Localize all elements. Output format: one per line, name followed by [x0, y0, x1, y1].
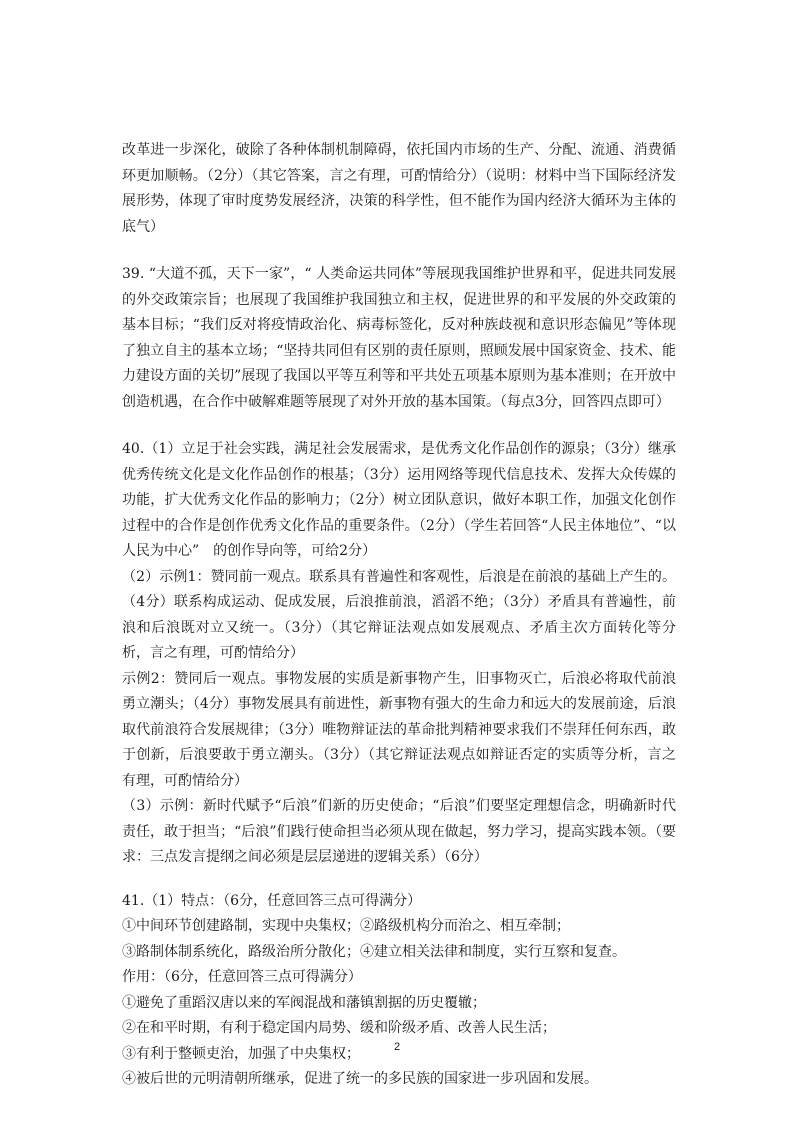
q39-answer: 39. “大道不孤，天下一家”，“ 人类命运共同体”等展现我国维护世界和平，促进共同发展的外交政策宗旨；也展现了我国维护我国独立和主权，促进世界的和平发展的外交政策的基本目标；“我们反对将疫情政治化、病毒标签化，反对种族歧视和意识形态偏见”等体现了独立自主的基本立场；“坚持共同但有区别的责任原则，照顾发展中国家资金、技术、能力建设方面的关切”展现了我国以平等互利等和平共处五项基本原则为基本准则；在开放中创造机遇，在合作中破解难题等展现了对外开放的基本国策。（每点3分，回答四点即可）: [122, 266, 676, 410]
q41-heading: 41.（1）特点：（6分，任意回答三点可得满分）: [122, 892, 422, 909]
q41-feature-line: ③路制体制系统化，路级治所分散化；④建立相关法律和制度，实行互察和复查。: [122, 943, 626, 960]
answer-page: [122, 138, 676, 1093]
q41-effect-line: ③有利于整顿吏治，加强了中央集权；: [122, 1045, 360, 1062]
q40-part2-example2: 示例2：赞同后一观点。事物发展的实质是新事物产生，旧事物灭亡，后浪必将取代前浪勇立潮头；（4分）事物发展具有前进性，新事物有强大的生命力和远大的发展前途，后浪取代前浪符合发展规律；（3分）唯物辩证法的革命批判精神要求我们不崇拜任何东西，敢于创新，后浪要敢于勇立潮头。（3分）（其它辩证法观点如辩证否定的实质等分析，言之有理，可酌情给分）: [122, 670, 676, 789]
q40-part1-answer: 40.（1）立足于社会实践，满足社会发展需求，是优秀文化作品创作的源泉；（3分）继承优秀传统文化是文化作品创作的根基；（3分）运用网络等现代信息技术、发挥大众传媒的功能，扩大优秀文化作品的影响力；（2分）树立团队意识，做好本职工作，加强文化创作过程中的合作是创作优秀文化作品的重要条件。（2分）（学生若回答“人民主体地位”、“以人民为中心” 的创作导向等，可给2分）: [122, 441, 676, 559]
q41-effect-line: ②在和平时期，有利于稳定国内局势、缓和阶级矛盾、改善人民生活；: [122, 1020, 556, 1036]
q41-effect-line: ④被后世的元明清朝所继承，促进了统一的多民族的国家进一步巩固和发展。: [122, 1071, 598, 1087]
q41-feature-line: ①中间环节创建路制，实现中央集权；②路级机构分而治之、相互牵制；: [122, 918, 570, 934]
page-number: 2: [393, 1041, 401, 1053]
q40-part3-answer: （3）示例：新时代赋予“后浪”们新的历史使命；“后浪”们要坚定理想信念，明确新时代责任，敢于担当；“后浪”们践行使命担当必须从现在做起，努力学习，提高实践本领。（要求：三点发言提纲之间必须是层层递进的逻辑关系）（6分）: [122, 798, 676, 865]
q41-answer: [122, 889, 676, 1093]
q40-part2-example1: （2）示例1：赞同前一观点。联系具有普遍性和客观性，后浪是在前浪的基础上产生的。（4分）联系构成运动、促成发展，后浪推前浪，滔滔不绝；（3分）矛盾具有普遍性，前浪和后浪既对立又统一。（3分）（其它辩证法观点如发展观点、矛盾主次方面转化等分析，言之有理，可酌情给分）: [122, 568, 676, 661]
q41-effect-heading: 作用：（6分，任意回答三点可得满分）: [122, 969, 362, 985]
q38-continuation: 改革进一步深化，破除了各种体制机制障碍，依托国内市场的生产、分配、流通、消费循环更加顺畅。（2分）（其它答案，言之有理，可酌情给分）（说明：材料中当下国际经济发展形势，体现了审时度势发展经济，决策的科学性，但不能作为国内经济大循环为主体的底气）: [122, 142, 676, 235]
q41-effect-line: ①避免了重蹈汉唐以来的军阀混战和藩镇割据的历史覆辙；: [122, 994, 486, 1011]
